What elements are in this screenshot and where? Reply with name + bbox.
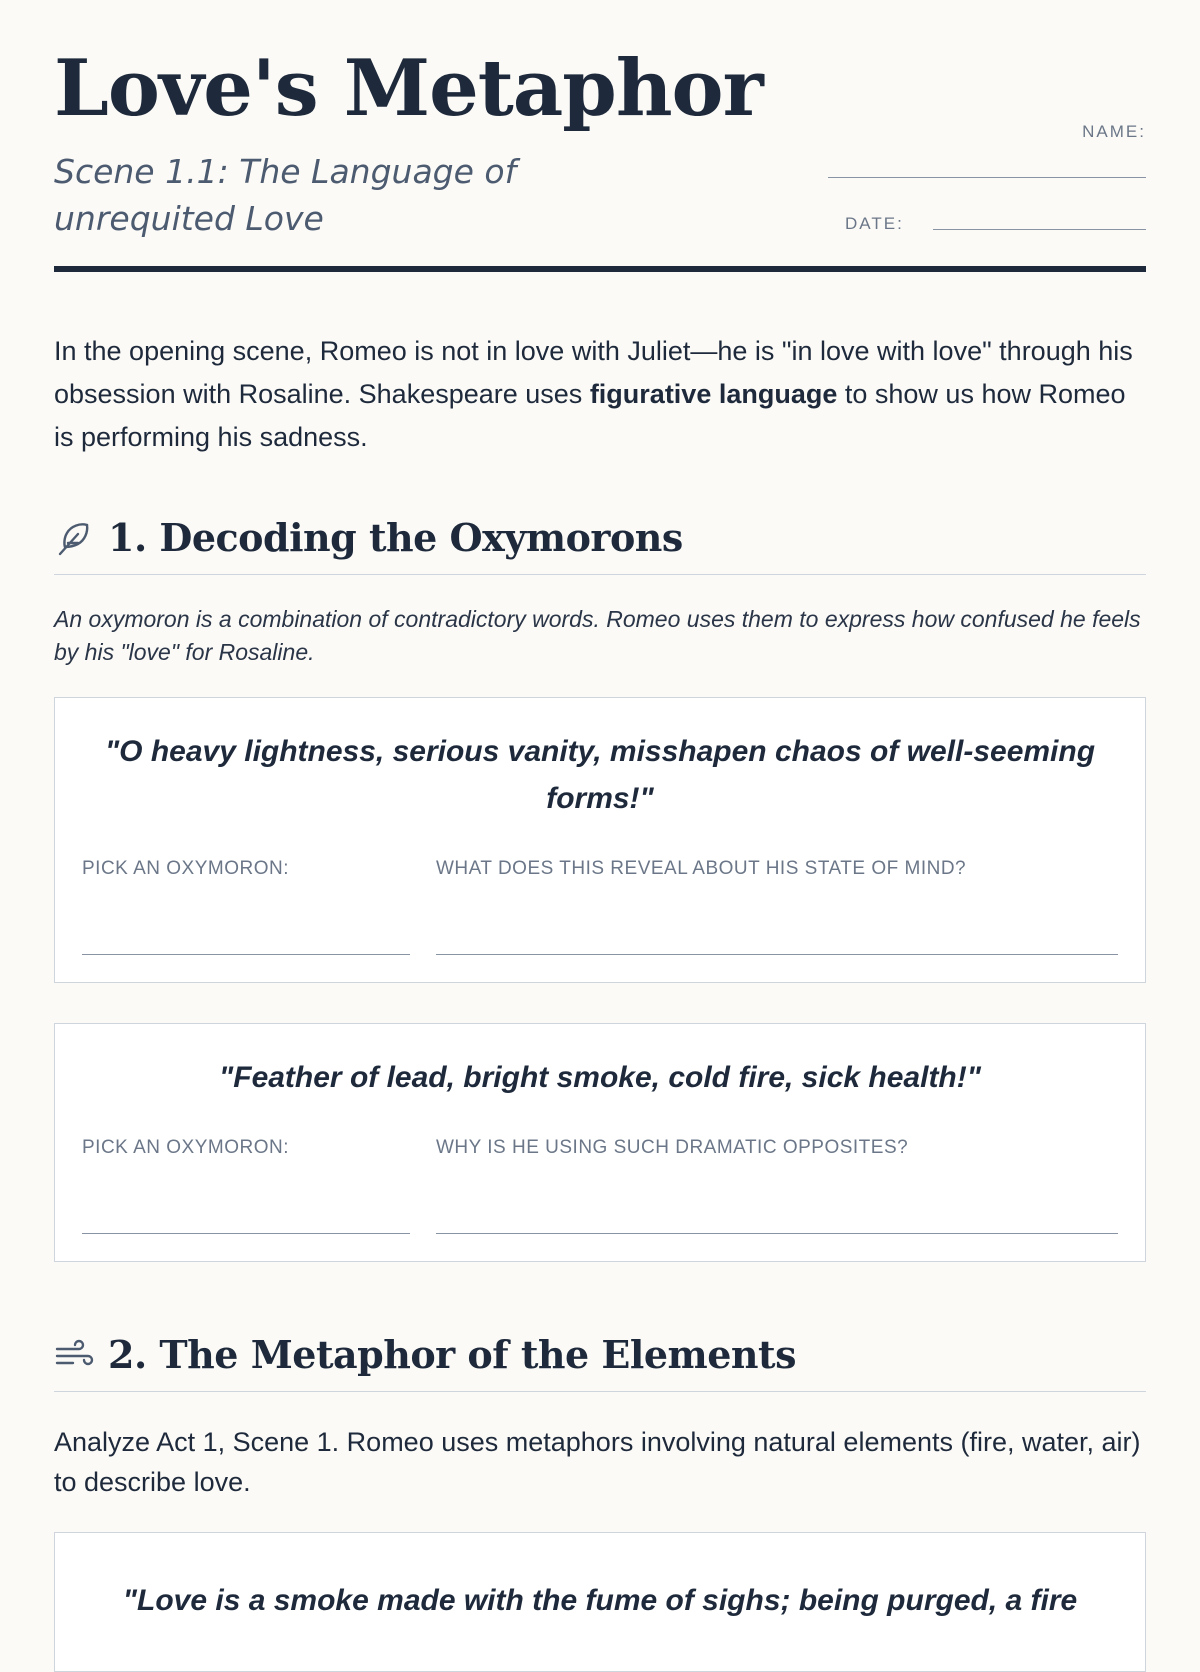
field-label: PICK AN OXYMORON: [82,1137,289,1158]
name-label: NAME: [1082,122,1146,141]
field-label: WHAT DOES THIS REVEAL ABOUT HIS STATE OF MIND? [436,858,967,879]
opposites-answer-line[interactable] [436,1233,1118,1234]
page-title: Love's Metaphor [54,43,763,134]
date-field[interactable] [933,229,1146,230]
oxymoron-answer-line[interactable] [82,954,410,955]
section-2-header [54,1332,1146,1392]
intro-paragraph [54,330,1146,459]
quote-card [54,697,1146,983]
section-2-title: 2. The Metaphor of the Elements [108,1332,796,1377]
feather-icon [54,518,94,558]
intro-text-start: In the opening scene, Romeo is not in love with Juliet—he is "in love with love" through his obsession with Rosaline. Shakespeare uses [54,336,1133,409]
oxymoron-answer-line[interactable] [82,1233,410,1234]
name-field[interactable] [828,177,1146,178]
worksheet-header [54,0,1146,268]
date-label: DATE: [845,214,904,233]
intro-text-end: to show us how Romeo is performing his sadness. [54,379,1126,452]
answer-fields [82,1137,1118,1234]
quote-text: "Feather of lead, bright smoke, cold fire, sick health!" [219,1061,981,1094]
intro-bold-term: figurative language [589,379,838,409]
quote-card [54,1532,1146,1672]
header-divider [54,266,1146,272]
answer-fields [82,858,1118,955]
page-subtitle: Scene 1.1: The Language of unrequited Love [54,152,517,238]
section-1-header [54,515,1146,575]
oxymoron-answer [82,858,410,955]
wind-icon [54,1335,94,1375]
state-of-mind-answer-line[interactable] [436,954,1118,955]
section-2-text: Analyze Act 1, Scene 1. Romeo uses metaphors involving natural elements (fire, water, air) to describe love. [54,1427,1141,1497]
section-1-title: 1. Decoding the Oxymorons [108,515,683,560]
state-of-mind-answer [436,858,1118,955]
quote-card [54,1023,1146,1262]
quote-text: "O heavy lightness, serious vanity, misshapen chaos of well-seeming forms!" [104,735,1096,815]
opposites-answer [436,1137,1118,1234]
field-label: PICK AN OXYMORON: [82,858,289,879]
quote-text: "Love is a smoke made with the fume of sighs; being purged, a fire [122,1584,1078,1617]
section-1-note: An oxymoron is a combination of contradictory words. Romeo uses them to express how confused he feels by his "love" for Rosaline. [54,606,1141,665]
field-label: WHY IS HE USING SUCH DRAMATIC OPPOSITES? [436,1137,909,1158]
oxymoron-answer [82,1137,410,1234]
